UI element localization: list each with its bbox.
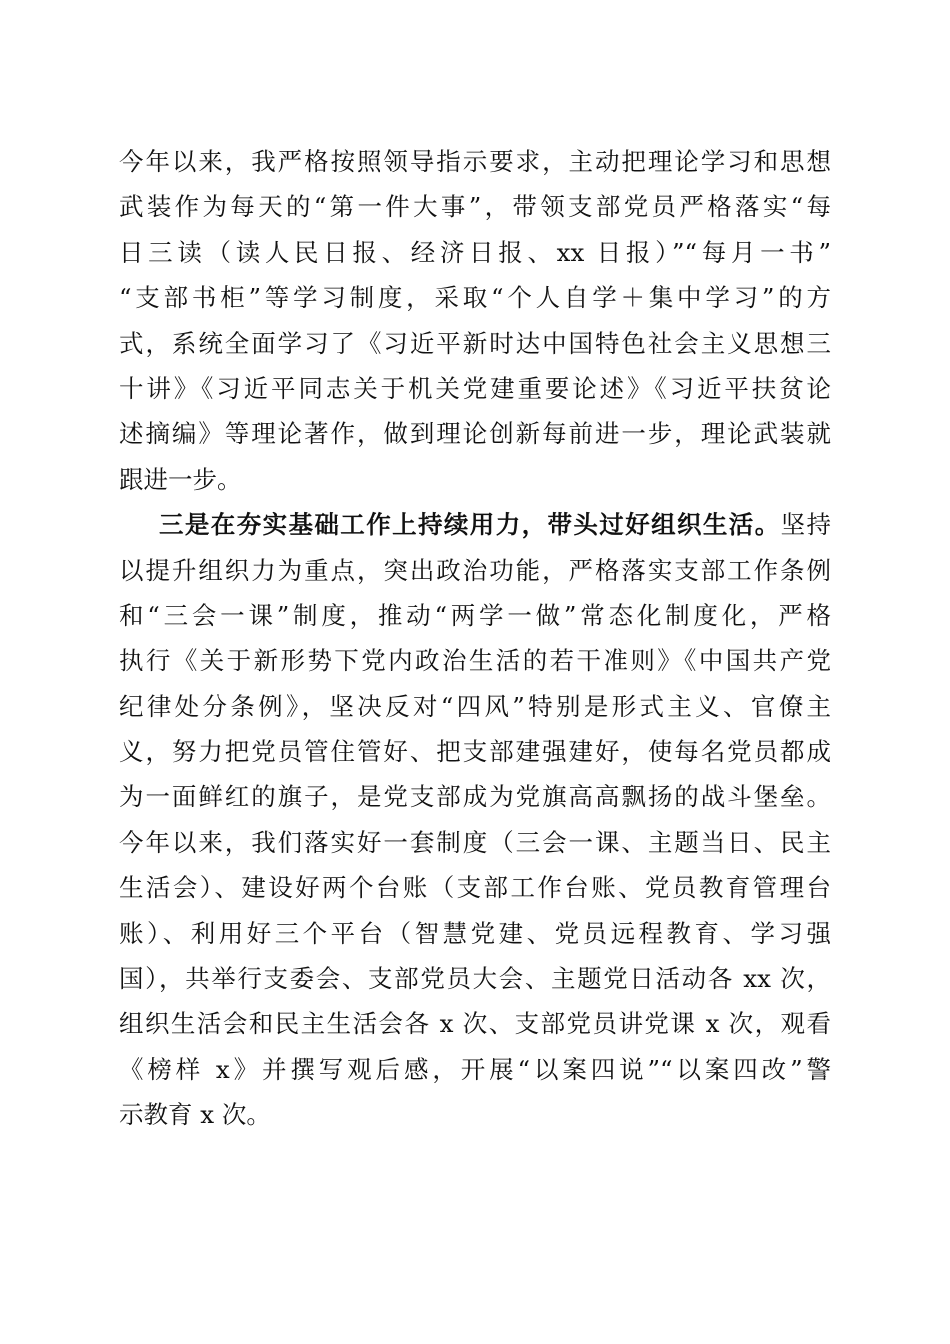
text-fragment: 坚持 — [780, 510, 832, 540]
text-line: 今年以来，我们落实好一套制度（三会一课、主题当日、民主 — [119, 827, 831, 857]
text-line: 组织生活会和民主生活会各 x 次、支部党员讲党课 x 次，观看 — [119, 1009, 831, 1039]
text-line-with-heading — [119, 502, 831, 547]
text-line: 纪律处分条例》，坚决反对“四风”特别是形式主义、官僚主 — [119, 691, 831, 721]
text-line: 和“三会一课”制度，推动“两学一做”常态化制度化，严格 — [119, 600, 831, 630]
text-line: 十讲》《习近平同志关于机关党建重要论述》《习近平扶贫论 — [119, 373, 831, 403]
text-line: 跟进一步。 — [119, 464, 242, 494]
text-line: 示教育 x 次。 — [119, 1100, 271, 1130]
text-line: 式，系统全面学习了《习近平新时达中国特色社会主义思想三 — [119, 328, 831, 358]
text-line: 武装作为每天的“第一件大事”，带领支部党员严格落实“每 — [119, 192, 831, 222]
text-line: 执行《关于新形势下党内政治生活的若干准则》《中国共产党 — [119, 646, 831, 676]
text-line: 述摘编》等理论著作，做到理论创新每前进一步，理论武装就 — [119, 419, 831, 449]
text-line: 日三读（读人民日报、经济日报、xx 日报）”“每月一书” — [119, 237, 831, 267]
paragraph-heading: 三是在夯实基础工作上持续用力，带头过好组织生活。 — [159, 510, 781, 540]
text-line: 《榜样 x》并撰写观后感，开展“以案四说”“以案四改”警 — [119, 1054, 831, 1084]
text-line: 为一面鲜红的旗子，是党支部成为党旗高高飘扬的战斗堡垒。 — [119, 782, 831, 812]
text-line: 以提升组织力为重点，突出政治功能，严格落实支部工作条例 — [119, 555, 831, 585]
paragraph-organization-life — [119, 502, 831, 1137]
text-line: “支部书柜”等学习制度，采取“个人自学＋集中学习”的方 — [119, 283, 831, 313]
text-line: 生活会）、建设好两个台账（支部工作台账、党员教育管理台 — [119, 873, 831, 903]
text-line: 国），共举行支委会、支部党员大会、主题党日活动各 xx 次， — [119, 964, 831, 994]
document-body — [119, 139, 831, 1138]
text-line: 义，努力把党员管住管好、把支部建强建好，使每名党员都成 — [119, 737, 831, 767]
text-line: 今年以来，我严格按照领导指示要求，主动把理论学习和思想 — [119, 147, 831, 176]
text-line: 账）、利用好三个平台（智慧党建、党员远程教育、学习强 — [119, 918, 831, 948]
paragraph-study — [119, 139, 831, 502]
